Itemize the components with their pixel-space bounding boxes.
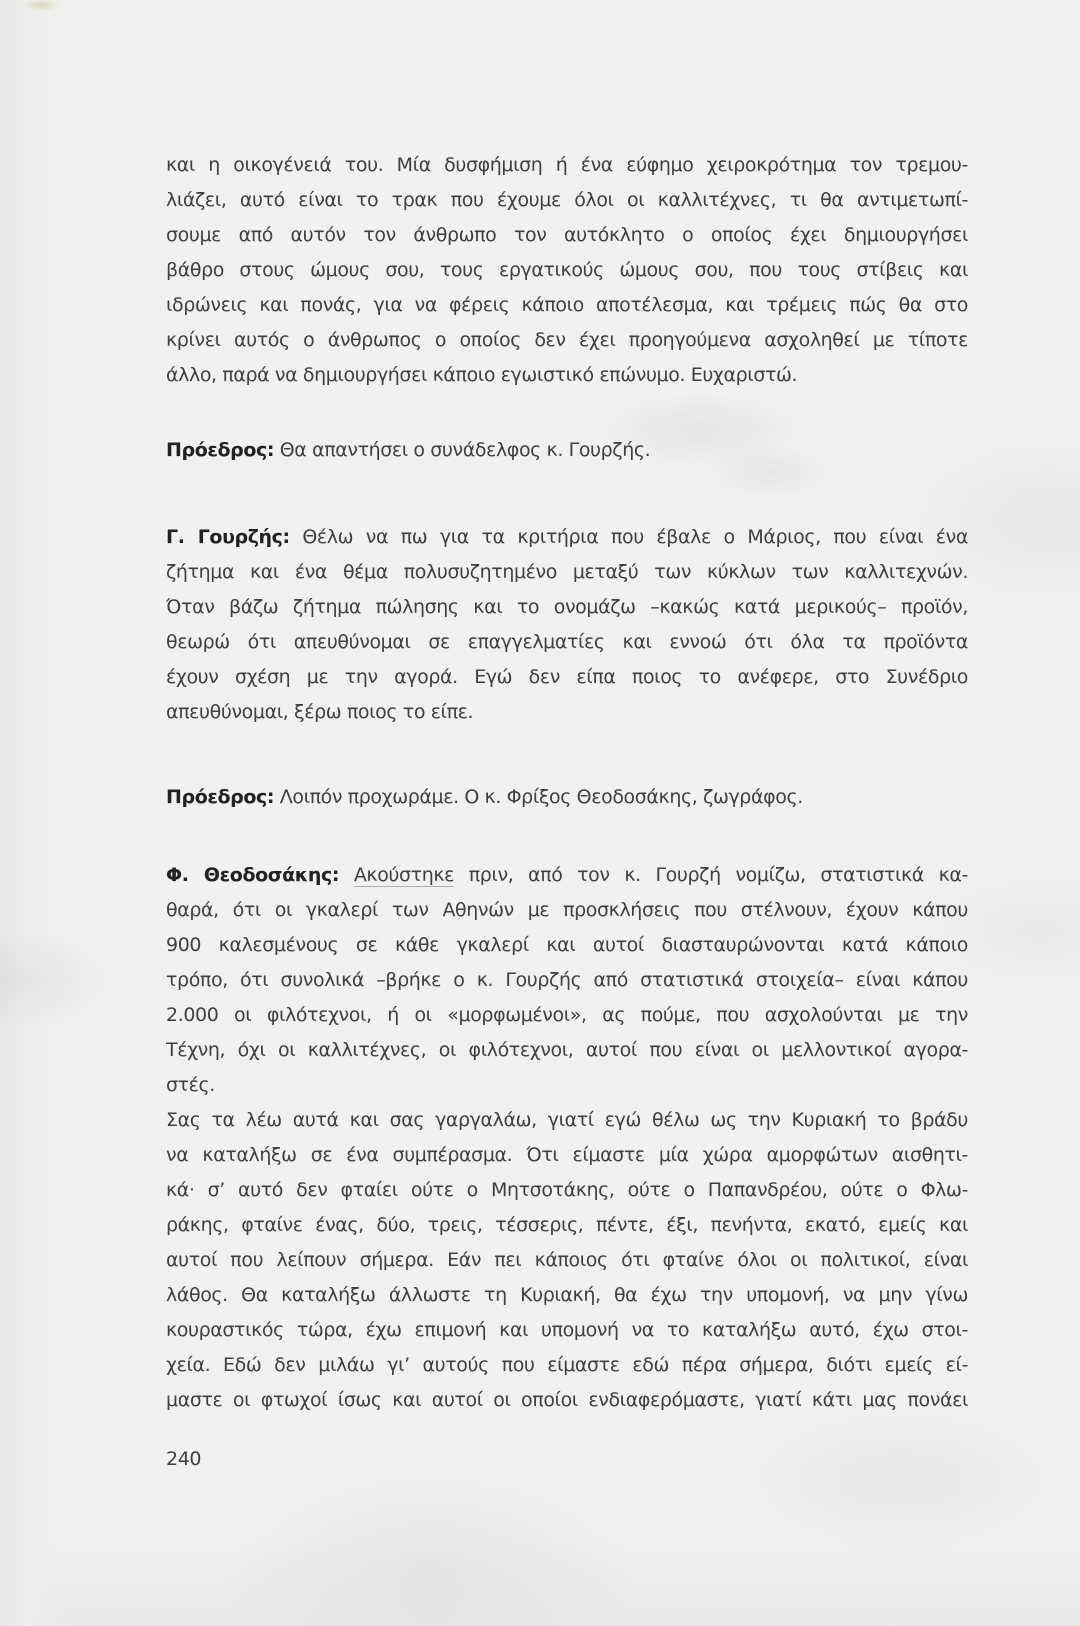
text-segment: Θέλω να πω για τα κριτήρια που έβαλε ο Μάριος, που είναι ένα bbox=[289, 526, 968, 548]
text-line bbox=[166, 1033, 968, 1068]
text-line bbox=[166, 148, 968, 183]
text-line bbox=[166, 1313, 968, 1348]
text-segment: ράκης, φταίνε ένας, δύο, τρεις, τέσσερις, πέντε, έξι, πενήντα, εκατό, εμείς και bbox=[166, 1214, 968, 1236]
text-line bbox=[166, 323, 968, 358]
text-line bbox=[166, 183, 968, 218]
text-line bbox=[166, 218, 968, 253]
text-segment: λιάζει, αυτό είναι το τρακ που έχουμε όλοι οι καλλιτέχνες, τι θα αντιμετωπί- bbox=[166, 189, 968, 211]
text-line bbox=[166, 695, 968, 730]
text-line bbox=[166, 1348, 968, 1383]
text-line bbox=[166, 998, 968, 1033]
text-line bbox=[166, 893, 968, 928]
speaker-label: Γ. Γουρζής: bbox=[166, 526, 290, 548]
text-segment: 900 καλεσμένους σε κάθε γκαλερί και αυτοί διασταυρώνονται κατά κάποιο bbox=[166, 934, 968, 956]
text-segment: άλλο, παρά να δημιουργήσει κάποιο εγωιστικό επώνυμο. Ευχαριστώ. bbox=[166, 364, 798, 386]
text-segment: ιδρώνεις και πονάς, για να φέρεις κάποιο αποτέλεσμα, και τρέμεις πώς θα στο bbox=[166, 294, 968, 316]
text-segment: θεωρώ ότι απευθύνομαι σε επαγγελματίες και εννοώ ότι όλα τα προϊόντα bbox=[166, 631, 968, 653]
text-segment: κά· σ’ αυτό δεν φταίει ούτε ο Μητσοτάκης, ούτε ο Παπανδρέου, ούτε ο Φλω- bbox=[166, 1179, 968, 1201]
text-line bbox=[166, 858, 968, 893]
page-number: 240 bbox=[166, 1448, 202, 1470]
text-line bbox=[166, 660, 968, 695]
speaker-label: Πρόεδρος: bbox=[166, 786, 275, 808]
text-line bbox=[166, 590, 968, 625]
text-segment: Σας τα λέω αυτά και σας γαργαλάω, γιατί εγώ θέλω ως την Κυριακή το βράδυ bbox=[166, 1109, 968, 1131]
theodosakis-speech bbox=[166, 858, 968, 1418]
text-segment: Τέχνη, όχι οι καλλιτέχνες, οι φιλότεχνοι, αυτοί που είναι οι μελλοντικοί αγορα- bbox=[166, 1039, 968, 1061]
text-line bbox=[166, 358, 968, 393]
text-segment: Θα απαντήσει ο συνάδελφος κ. Γουρζής. bbox=[274, 439, 651, 461]
text-segment: κρίνει αυτός ο άνθρωπος ο οποίος δεν έχει προηγούμενα ασχοληθεί με τίποτε bbox=[166, 329, 968, 351]
text-segment: και η οικογένειά του. Μία δυσφήμιση ή ένα εύφημο χειροκρότημα τον τρεμου- bbox=[166, 154, 968, 176]
text-segment: μαστε οι φτωχοί ίσως και αυτοί οι οποίοι ενδιαφερόμαστε, γιατί κάτι μας πονάει bbox=[166, 1389, 968, 1411]
text-segment: ζήτημα και ένα θέμα πολυσυζητημένο μεταξύ των κύκλων των καλλιτεχνών. bbox=[166, 561, 968, 583]
text-segment: 2.000 οι φιλότεχνοι, ή οι «μορφωμένοι», ας πούμε, που ασχολούνται με την bbox=[166, 1004, 968, 1026]
text-line bbox=[166, 780, 968, 815]
text-line bbox=[166, 1173, 968, 1208]
text-segment: πριν, από τον κ. Γουρζή νομίζω, στατιστικά κα- bbox=[454, 864, 968, 886]
speaker-label: Πρόεδρος: bbox=[166, 439, 275, 461]
text-line bbox=[166, 625, 968, 660]
text-segment: απευθύνομαι, ξέρω ποιος το είπε. bbox=[166, 701, 474, 723]
text-segment: αυτοί που λείπουν σήμερα. Εάν πει κάποιος ότι φταίνε όλοι οι πολιτικοί, είναι bbox=[166, 1249, 968, 1271]
text-segment: Όταν βάζω ζήτημα πώλησης και το ονομάζω –κακώς κατά μερικούς– προϊόν, bbox=[166, 596, 968, 618]
text-line bbox=[166, 288, 968, 323]
text-line bbox=[166, 963, 968, 998]
text-segment: κουραστικός τώρα, έχω επιμονή και υπομονή να το καταλήξω αυτό, έχω στοι- bbox=[166, 1319, 968, 1341]
text-line bbox=[166, 1208, 968, 1243]
page-content bbox=[166, 148, 968, 1477]
text-line bbox=[166, 555, 968, 590]
text-segment bbox=[339, 864, 354, 886]
text-line bbox=[166, 1243, 968, 1278]
text-segment: στές. bbox=[166, 1074, 215, 1096]
text-line bbox=[166, 1138, 968, 1173]
text-segment: λάθος. Θα καταλήξω άλλωστε τη Κυριακή, θα έχω την υπομονή, να μην γίνω bbox=[166, 1284, 968, 1306]
speech-continuation-paragraph bbox=[166, 148, 968, 393]
text-line bbox=[166, 928, 968, 963]
text-line bbox=[166, 520, 968, 555]
text-line bbox=[166, 1383, 968, 1418]
president-speech-2 bbox=[166, 780, 968, 815]
underlined-word: Ακούστηκε bbox=[353, 864, 455, 886]
text-segment: έχουν σχέση με την αγορά. Εγώ δεν είπα ποιος το ανέφερε, στο Συνέδριο bbox=[166, 666, 968, 688]
text-segment: Λοιπόν προχωράμε. Ο κ. Φρίξος Θεοδοσάκης, ζωγράφος. bbox=[274, 786, 803, 808]
text-segment: να καταλήξω σε ένα συμπέρασμα. Ότι είμαστε μία χώρα αμορφώτων αισθητι- bbox=[166, 1144, 968, 1166]
text-segment: θαρά, ότι οι γκαλερί των Αθηνών με προσκλήσεις που στέλνουν, έχουν κάπου bbox=[166, 899, 968, 921]
text-line bbox=[166, 253, 968, 288]
text-block bbox=[166, 148, 968, 1418]
text-line bbox=[166, 1278, 968, 1313]
text-line bbox=[166, 1103, 968, 1138]
text-segment: τρόπο, ότι συνολικά –βρήκε ο κ. Γουρζής από στατιστικά στοιχεία– είναι κάπου bbox=[166, 969, 968, 991]
speaker-label: Φ. Θεοδοσάκης: bbox=[166, 864, 340, 886]
text-line bbox=[166, 1068, 968, 1103]
text-segment: χεία. Εδώ δεν μιλάω γι’ αυτούς που είμαστε εδώ πέρα σήμερα, διότι εμείς εί- bbox=[166, 1354, 968, 1376]
text-segment: σουμε από αυτόν τον άνθρωπο τον αυτόκλητο ο οποίος έχει δημιουργήσει bbox=[166, 224, 968, 246]
gourzis-speech bbox=[166, 520, 968, 730]
text-line bbox=[166, 433, 968, 468]
president-speech-1 bbox=[166, 433, 968, 468]
text-segment: βάθρο στους ώμους σου, τους εργατικούς ώμους σου, που τους στίβεις και bbox=[166, 259, 968, 281]
